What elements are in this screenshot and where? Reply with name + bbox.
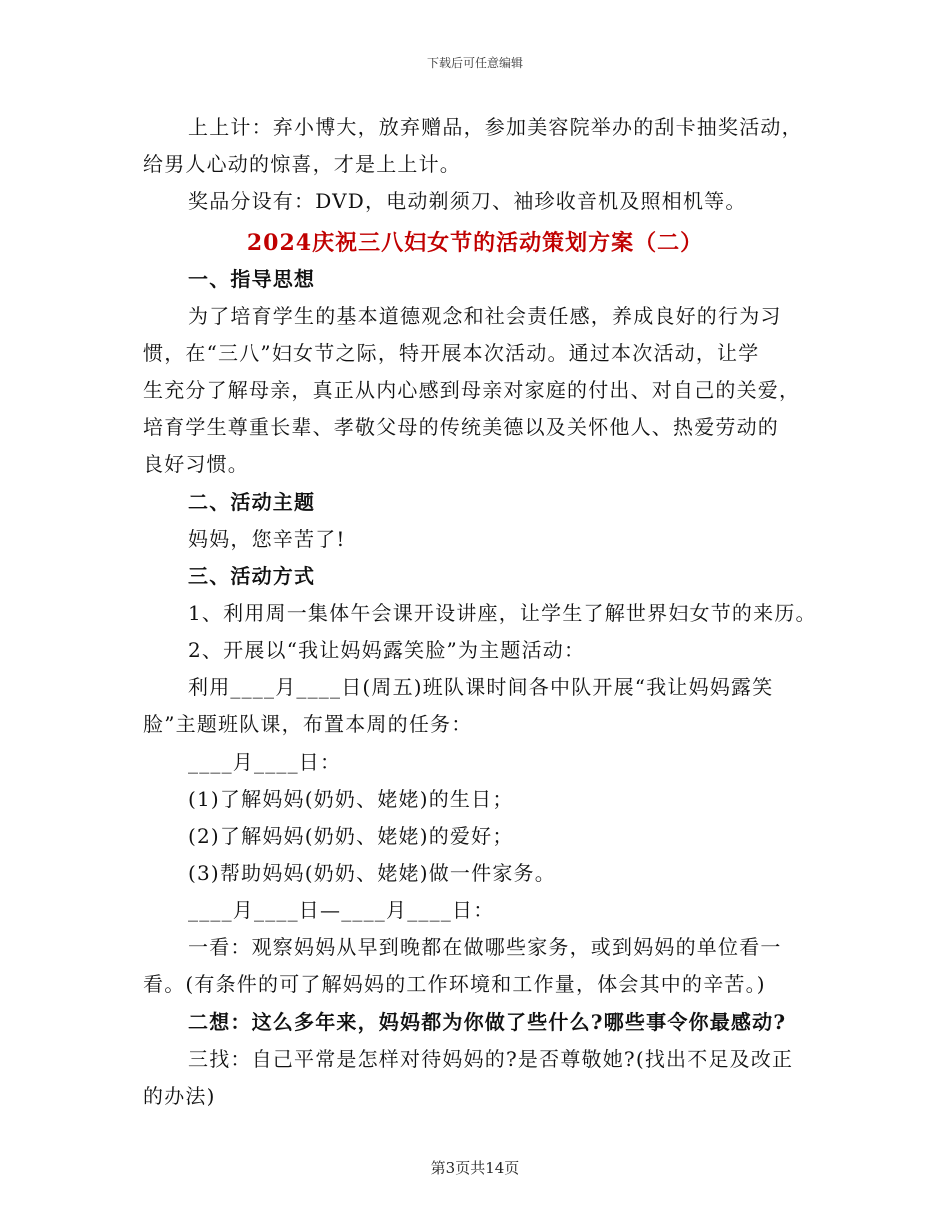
body-line-bold: 二想：这么多年来，妈妈都为你做了些什么?哪些事令你最感动? xyxy=(188,1010,787,1034)
body-line: 妈妈，您辛苦了! xyxy=(188,527,346,551)
body-line: 三找：自己平常是怎样对待妈妈的?是否尊敬她?(找出不足及改正 xyxy=(188,1047,794,1071)
list-item: (1)了解妈妈(奶奶、姥姥)的生日； xyxy=(188,787,514,811)
body-line: 1、利用周一集体午会课开设讲座，让学生了解世界妇女节的来历。 xyxy=(188,601,817,625)
body-line: 惯，在“三八”妇女节之际，特开展本次活动。通过本次活动，让学 xyxy=(143,341,760,365)
section-title: 2024庆祝三八妇女节的活动策划方案（二） xyxy=(246,230,704,256)
body-line: 看。(有条件的可了解妈妈的工作环境和工作量，体会其中的辛苦。) xyxy=(143,972,766,996)
body-line: 利用____月____日(周五)班队课时间各中队开展“我让妈妈露笑 xyxy=(188,675,774,699)
body-line: 生充分了解母亲，真正从内心感到母亲对家庭的付出、对自己的关爱， xyxy=(143,378,801,402)
list-item: (3)帮助妈妈(奶奶、姥姥)做一件家务。 xyxy=(188,861,556,885)
body-line: 一看：观察妈妈从早到晚都在做哪些家务，或到妈妈的单位看一 xyxy=(188,935,782,959)
list-item: (2)了解妈妈(奶奶、姥姥)的爱好； xyxy=(188,824,514,848)
page-header: 下载后可任意编辑 xyxy=(426,56,523,70)
body-line: 为了培育学生的基本道德观念和社会责任感，养成良好的行为习 xyxy=(188,304,782,328)
section-heading: 三、活动方式 xyxy=(188,564,316,588)
body-line: 培育学生尊重长辈、孝敬父母的传统美德以及关怀他人、热爱劳动的 xyxy=(143,415,779,439)
body-line: 的办法) xyxy=(143,1084,216,1108)
body-line: 奖品分设有：DVD，电动剃须刀、袖珍收音机及照相机等。 xyxy=(188,189,747,213)
body-line: 良好习惯。 xyxy=(143,452,249,476)
body-line: 上上计：弃小博大，放弃赠品，参加美容院举办的刮卡抽奖活动， xyxy=(188,115,803,139)
section-heading: 二、活动主题 xyxy=(188,490,316,514)
body-line: 脸”主题班队课，布置本周的任务： xyxy=(143,712,473,736)
section-heading: 一、指导思想 xyxy=(188,267,316,291)
body-line: 给男人心动的惊喜，才是上上计。 xyxy=(143,152,461,176)
body-line: ____月____日： xyxy=(188,750,342,774)
body-line: 2、开展以“我让妈妈露笑脸”为主题活动： xyxy=(188,638,586,662)
page-footer: 第3页共14页 xyxy=(430,1159,520,1177)
body-line: ____月____日—____月____日： xyxy=(188,898,495,922)
